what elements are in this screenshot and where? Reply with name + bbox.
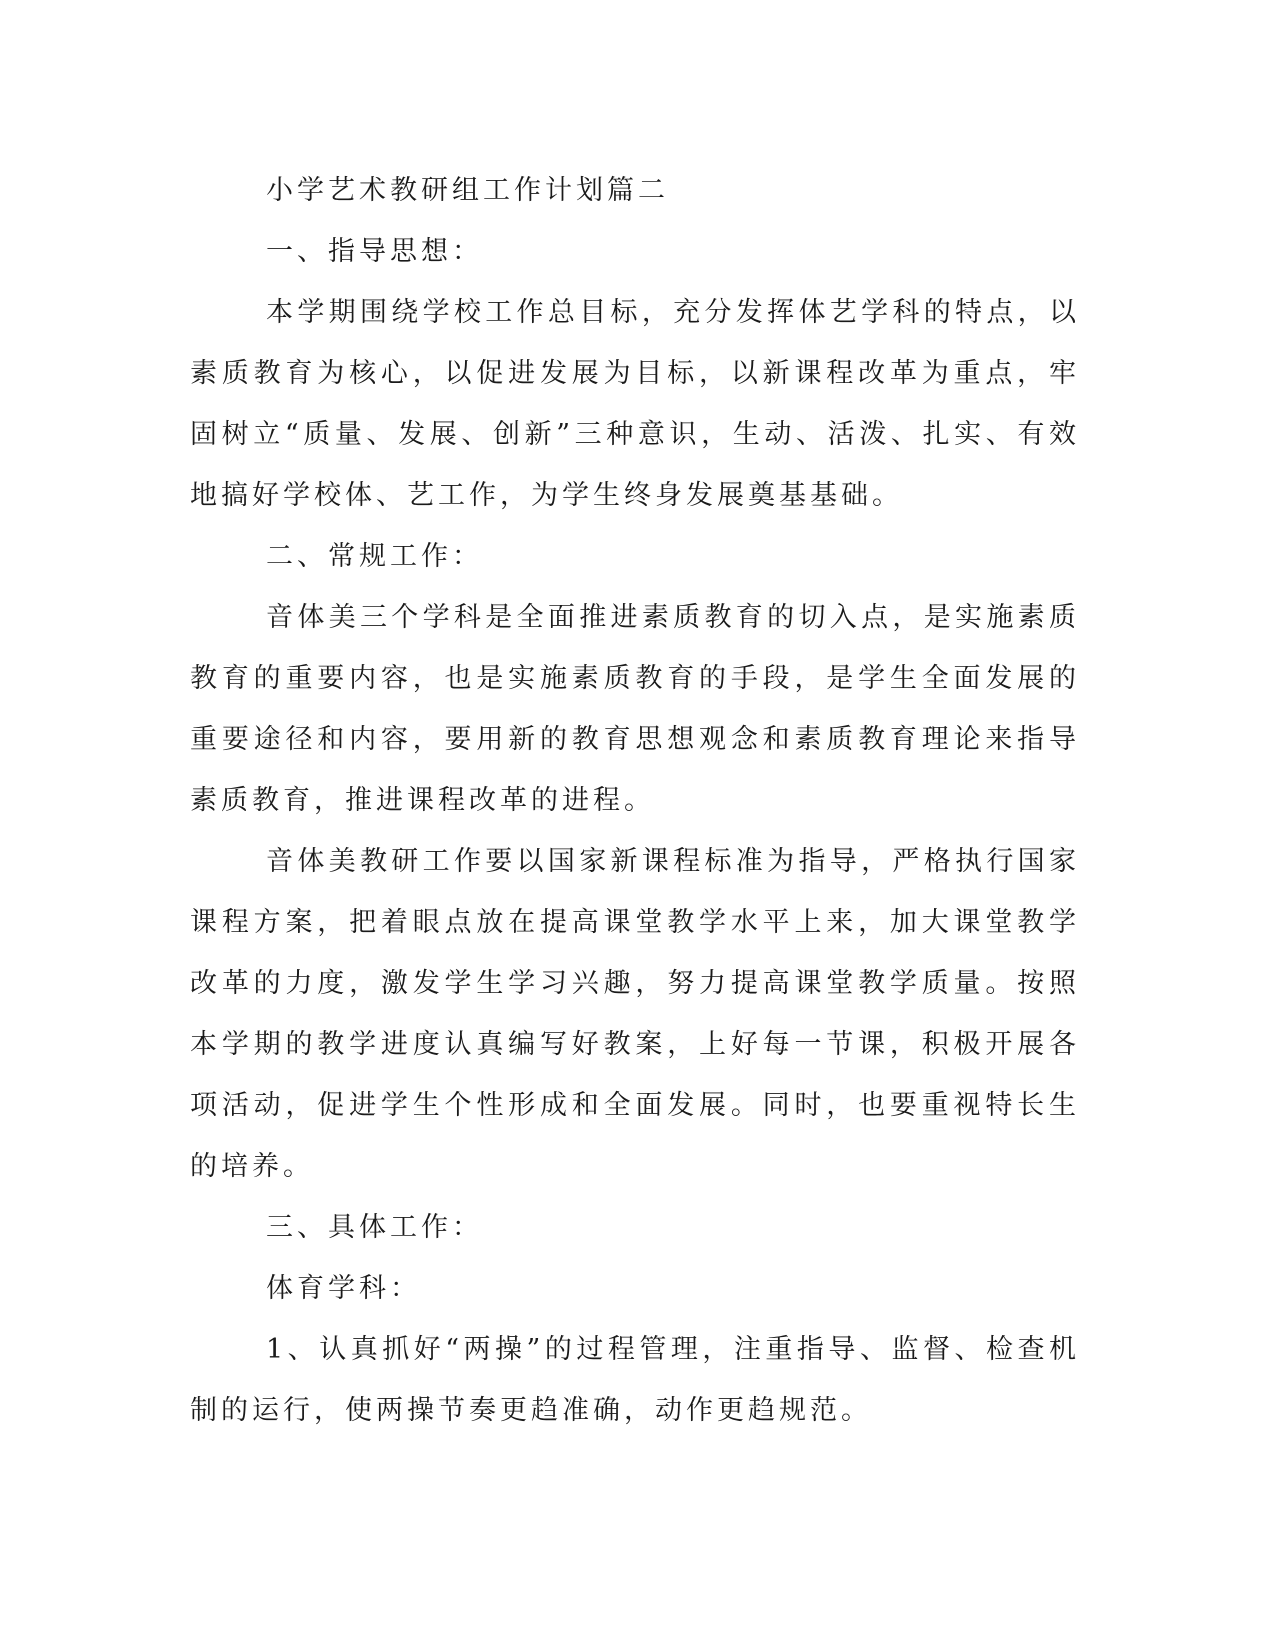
section-heading-specific-work: 三、具体工作：: [266, 1212, 483, 1243]
subheading-pe-subject: 体育学科：: [266, 1273, 421, 1304]
document-title: 小学艺术教研组工作计划篇二: [266, 175, 669, 206]
paragraph-routine-work-1: 音体美三个学科是全面推进素质教育的切入点，是实施素质教育的重要内容，也是实施素质教育的手段，是学生全面发展的重要途径和内容，要用新的教育思想观念和素质教育理论来指导素质教育，推进课程改革的进程。: [190, 602, 1080, 816]
list-item-1: 1、认真抓好“两操”的过程管理，注重指导、监督、检查机制的运行，使两操节奏更趋准确，动作更趋规范。: [190, 1334, 1080, 1426]
document-body: [190, 160, 1080, 1441]
paragraph-routine-work-2: 音体美教研工作要以国家新课程标准为指导，严格执行国家课程方案，把着眼点放在提高课堂教学水平上来，加大课堂教学改革的力度，激发学生学习兴趣，努力提高课堂教学质量。按照本学期的教学进度认真编写好教案，上好每一节课，积极开展各项活动，促进学生个性形成和全面发展。同时，也要重视特长生的培养。: [190, 846, 1080, 1182]
paragraph-guiding-ideology: 本学期围绕学校工作总目标，充分发挥体艺学科的特点，以素质教育为核心，以促进发展为目标，以新课程改革为重点，牢固树立“质量、发展、创新”三种意识，生动、活泼、扎实、有效地搞好学校体、艺工作，为学生终身发展奠基基础。: [190, 297, 1080, 511]
section-heading-guiding-ideology: 一、指导思想：: [266, 236, 483, 267]
section-heading-routine-work: 二、常规工作：: [266, 541, 483, 572]
